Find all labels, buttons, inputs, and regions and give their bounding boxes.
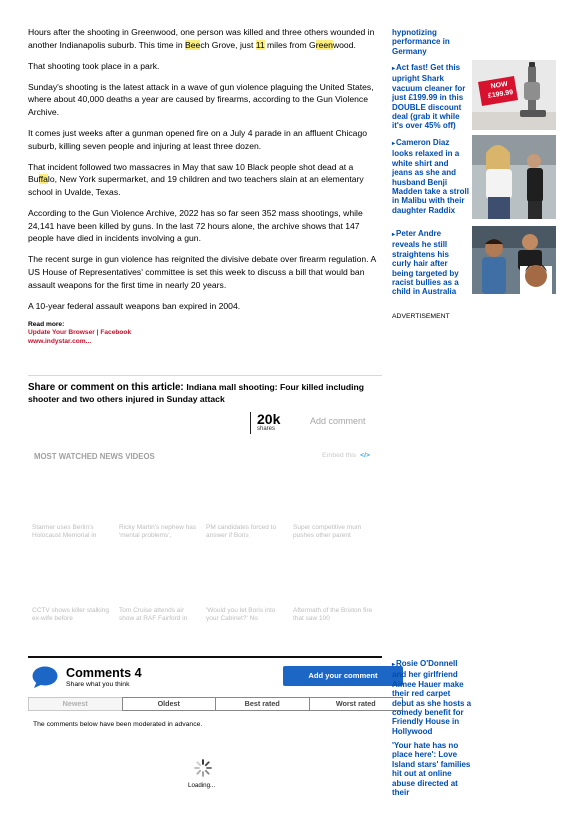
article-paragraph: That shooting took place in a park. [28, 60, 160, 71]
sidebar-teaser[interactable]: ▸Act fast! Get this upright Shark vacuum cleaner for just £199.99 in this DOUBLE discount deal (grab it while it's over 45% off) [392, 63, 466, 131]
update-browser-link[interactable]: Update Your Browser [28, 329, 95, 337]
article-body [28, 26, 382, 346]
embed-code-icon: </> [360, 452, 370, 459]
comment-bubble-icon [32, 666, 58, 688]
facebook-link[interactable]: Facebook [100, 329, 132, 337]
share-section [28, 375, 382, 432]
share-count[interactable] [250, 412, 280, 434]
share-article-title: Indiana mall shooting: Four killed including shooter and two others injured in Sunday attack [28, 382, 365, 404]
add-your-comment-button[interactable]: Add your comment [283, 666, 403, 686]
search-highlight: 11 [255, 39, 265, 50]
search-highlight: reen [315, 39, 333, 50]
video-tile[interactable]: CCTV shows killer stalking ex-wife before [32, 607, 109, 623]
sidebar-teaser[interactable]: ▸Rosie O'Donnell and her girlfriend Aimee Hauer make their red carpet debut as she hosts a comedy benefit for Friendly House in Hollywood [392, 659, 472, 736]
video-tile[interactable]: PM candidates forced to answer if Boris [206, 524, 277, 540]
add-comment-link[interactable]: Add comment [310, 416, 366, 426]
video-tile[interactable]: Aftermath of the Brixton fire that saw 100 [293, 607, 373, 623]
comments-section [28, 656, 382, 789]
share-count-label: shares [257, 426, 276, 432]
sidebar-teaser[interactable]: hypnotizing performance in Germany [392, 28, 450, 56]
comment-sort-tabs [28, 697, 403, 711]
article-paragraph: That incident followed two massacres in May that saw 10 Black people shot dead at a Buffalo, New York supermarket, and 19 children and two teachers slain at an elementary school in Uvalde, Texas. [28, 161, 364, 197]
sidebar-teaser[interactable]: ▸Peter Andre reveals he still straightens his curly hair after being targeted by racist bullies as a child in Australia [392, 229, 459, 297]
article-paragraph: Sunday's shooting is the latest attack in a wave of gun violence plaguing the United States, where about 40,000 deaths a year are caused by firearms, according to the Gun Violence Archive. [28, 81, 374, 117]
videos-heading: MOST WATCHED NEWS VIDEOS [34, 452, 155, 461]
sidebar-teaser[interactable]: 'Your hate has no place here': Love Island stars' families hit out at online abuse directed at their [392, 741, 471, 798]
search-highlight: Bee [185, 39, 201, 50]
loading-spinner-icon [193, 758, 213, 778]
video-tile[interactable]: Tom Cruise attends air show at RAF Fairford in [119, 607, 188, 623]
tab-oldest[interactable]: Oldest [122, 697, 216, 711]
share-count-number: 20k [257, 411, 281, 427]
video-tile[interactable]: Ricky Martin's nephew has 'mental problems', [119, 524, 197, 540]
cameron-diaz-thumbnail[interactable] [472, 135, 556, 219]
tab-newest[interactable]: Newest [28, 697, 122, 711]
embed-button[interactable]: Embed this </> [322, 452, 370, 459]
video-tile[interactable]: 'Would you let Boris into your Cabinet?' No [206, 607, 276, 623]
read-more-label: Read more: [28, 320, 65, 328]
comments-title: Comments 4 [66, 666, 142, 680]
arrow-icon: ▸ [392, 662, 396, 668]
peter-andre-thumbnail[interactable] [472, 226, 556, 294]
arrow-icon: ▸ [392, 141, 396, 147]
tab-best-rated[interactable]: Best rated [215, 697, 309, 711]
read-more-separator: | [94, 329, 101, 337]
article-paragraph: According to the Gun Violence Archive, 2022 has so far seen 352 mass shootings, while 24,141 have been killed by guns. In the last 72 hours alone, the archive shows that 147 people have died in incidents involving a gun. [28, 208, 363, 244]
arrow-icon: ▸ [392, 232, 396, 238]
video-tile[interactable]: Super competitive mum pushes other parent [293, 524, 362, 540]
price-badge: NOW £199.99 [487, 80, 514, 100]
video-tile[interactable]: Starmer uses Berlin's Holocaust Memorial in [32, 524, 97, 540]
article-paragraph: It comes just weeks after a gunman opened fire on a July 4 parade in an affluent Chicago suburb, killing seven people and injuring at least three dozen. [28, 128, 368, 151]
tab-worst-rated[interactable]: Worst rated [309, 697, 404, 711]
indystar-link[interactable]: www.indystar.com... [28, 337, 92, 345]
loading-text: Loading... [188, 782, 216, 789]
read-more [28, 321, 382, 346]
arrow-icon: ▸ [392, 66, 396, 72]
sidebar-teaser[interactable]: ▸Cameron Diaz looks relaxed in a white shirt and jeans as she and husband Benji Madden take a stroll in Malibu with their daughter Raddix [392, 138, 469, 215]
advertisement-label: ADVERTISEMENT [392, 313, 450, 320]
article-paragraph: Hours after the shooting in Greenwood, one person was killed and three others wounded in another Indianapolis suburb. This time in Beech Grove, just 11 miles from Greenwood. [28, 27, 375, 50]
moderation-notice: The comments below have been moderated in advance. [33, 721, 203, 728]
article-paragraph: The recent surge in gun violence has reignited the divisive debate over firearm regulation. A US House of Representatives' committee is set this week to discuss a bill that would ban assault weapons for the first time in nearly 20 years. [28, 254, 376, 290]
article-paragraph: A 10-year federal assault weapons ban expired in 2004. [28, 300, 241, 311]
comments-subtitle: Share what you think [66, 681, 130, 688]
search-highlight: ffa [38, 174, 48, 185]
share-heading: Share or comment on this article: Indiana mall shooting: Four killed including shooter and two others injured in Sunday attack [28, 382, 365, 404]
